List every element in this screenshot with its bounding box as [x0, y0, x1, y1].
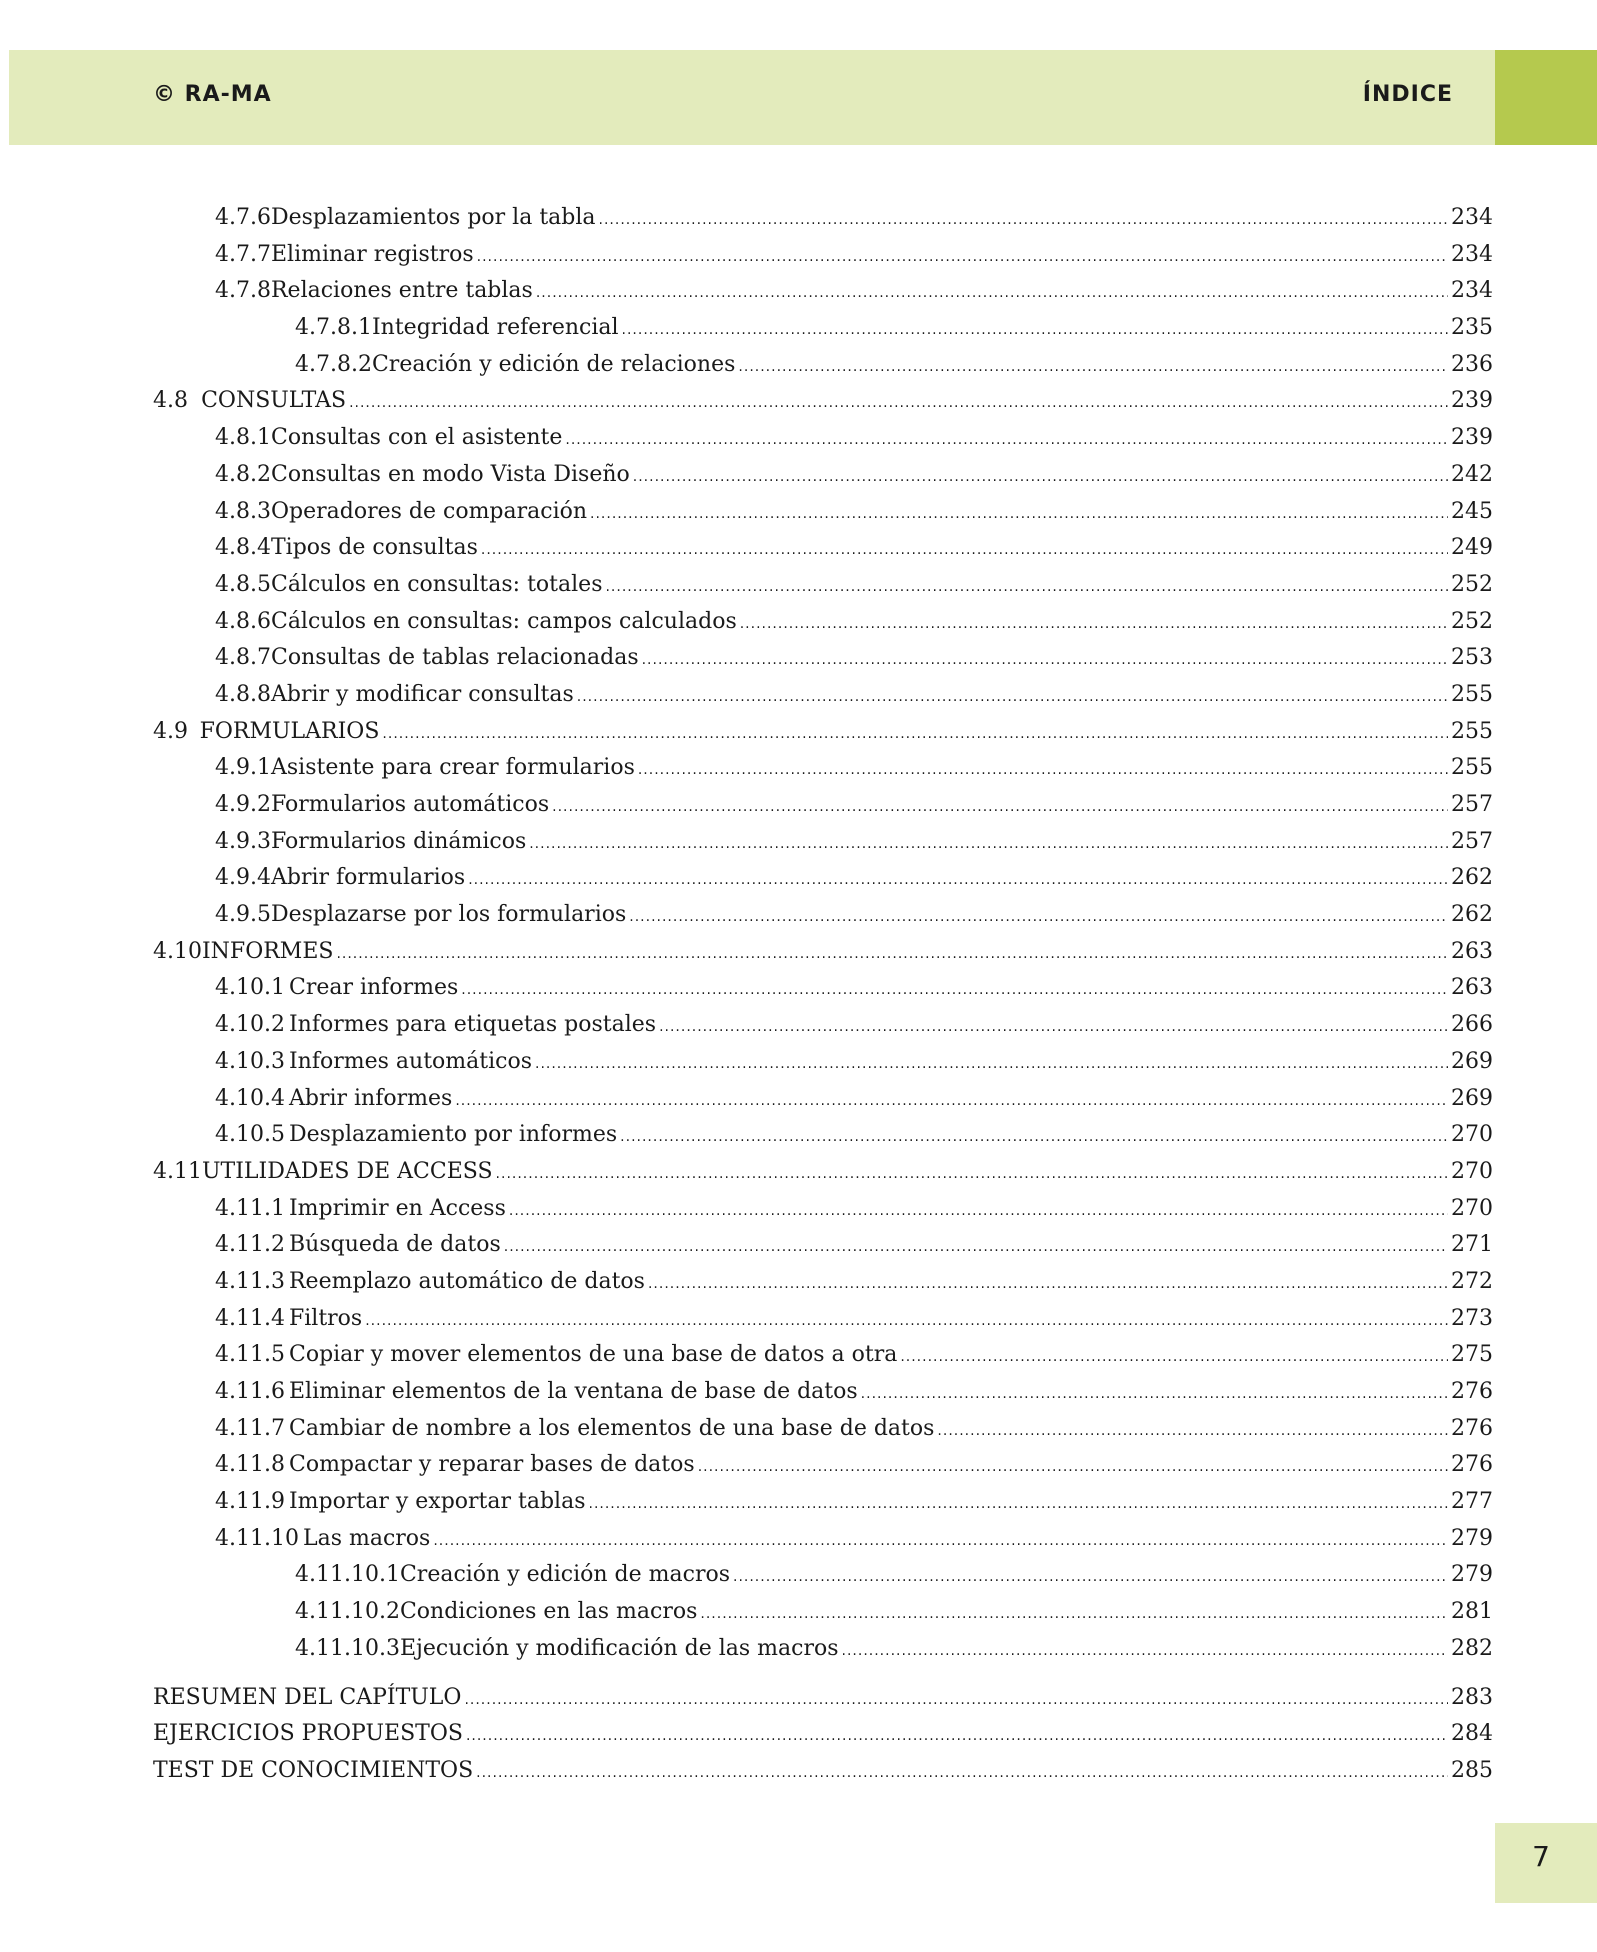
toc-entry-number: 4.8.3 [215, 498, 271, 524]
toc-entry [153, 1081, 1493, 1118]
dot-leader [496, 1156, 1448, 1193]
toc-entry-number: 4.10.5 [215, 1122, 285, 1148]
dot-leader [740, 606, 1448, 643]
toc-entry [153, 1044, 1493, 1081]
toc-entry-title: Consultas en modo Vista Diseño [270, 461, 630, 487]
toc-entry-page: 234 [1451, 278, 1493, 304]
page-number: 7 [1532, 1840, 1550, 1873]
toc-entry-number: 4.7.6 [215, 205, 271, 230]
toc-entry-title: Imprimir en Access [288, 1195, 506, 1221]
header-accent-block [1495, 50, 1597, 145]
toc-entry-page: 270 [1451, 1158, 1493, 1184]
toc-entry-number: 4.10 [153, 938, 202, 964]
toc-entry-title: Creación y edición de macros [399, 1562, 730, 1588]
toc-entry-page: 257 [1451, 828, 1493, 854]
toc-entry-title: FORMULARIOS [199, 718, 380, 744]
toc-entry-page: 242 [1451, 461, 1493, 487]
toc-entry [153, 1753, 1493, 1790]
toc-entry-page: 262 [1451, 902, 1493, 928]
toc-entry-title: INFORMES [201, 938, 334, 964]
toc-entry-title: Cambiar de nombre a los elementos de una base de datos [288, 1415, 935, 1441]
toc-entry-page: 255 [1451, 718, 1493, 744]
toc-entry-title: Informes para etiquetas postales [288, 1012, 657, 1038]
toc-entry [153, 1631, 1493, 1668]
toc-entry-title: Formularios automáticos [270, 792, 550, 817]
toc-entry-title: Abrir informes [288, 1085, 453, 1111]
toc-entry-page: 266 [1451, 1012, 1493, 1038]
dot-leader [620, 1119, 1448, 1156]
dot-leader [466, 1718, 1448, 1755]
dot-leader [565, 422, 1448, 459]
dot-leader [700, 1596, 1448, 1633]
toc-entry [153, 1484, 1493, 1521]
toc-entry-number: 4.11.10.3 [295, 1635, 400, 1661]
toc-entry-page: 252 [1451, 608, 1493, 634]
toc-entry-number: 4.11 [153, 1158, 202, 1184]
dot-leader [468, 862, 1448, 899]
toc-entry-page: 277 [1451, 1489, 1493, 1515]
dot-leader [382, 716, 1448, 753]
toc-entry-number: 4.11.8 [215, 1452, 285, 1478]
toc-entry-page: 255 [1451, 755, 1493, 781]
toc-entry-page: 262 [1451, 865, 1493, 891]
dot-leader [629, 899, 1448, 936]
toc-entry-page: 276 [1451, 1415, 1493, 1441]
toc-entry-title: RESUMEN DEL CAPÍTULO [153, 1684, 462, 1710]
toc-entry-title: Ejecución y modificación de las macros [399, 1635, 839, 1661]
toc-entry-number: 4.10.4 [215, 1085, 285, 1111]
toc-entry [153, 1007, 1493, 1044]
toc-entry [153, 824, 1493, 861]
toc-entry [153, 897, 1493, 934]
dot-leader [535, 1046, 1448, 1083]
toc-entry-title: Integridad referencial [371, 315, 619, 341]
toc-entry-page: 276 [1451, 1379, 1493, 1404]
toc-entry-title: Reemplazo automático de datos [288, 1268, 645, 1294]
toc-entry [153, 1411, 1493, 1448]
toc-entry-title: Creación y edición de relaciones [371, 351, 736, 377]
toc-entry-title: Abrir formularios [270, 865, 466, 891]
toc-entry [153, 1227, 1493, 1264]
toc-entry-page: 275 [1451, 1342, 1493, 1368]
dot-leader [336, 936, 1448, 973]
toc-entry-page: 252 [1451, 571, 1493, 597]
toc-entry-page: 236 [1451, 351, 1493, 377]
toc-entry-title: Búsqueda de datos [288, 1232, 501, 1258]
toc-entry-number: 4.8.6 [215, 608, 271, 634]
toc-entry [153, 200, 1493, 237]
toc-entry [153, 1680, 1493, 1717]
toc-entry-page: 279 [1451, 1562, 1493, 1588]
toc-entry-number: 4.11.6 [215, 1379, 285, 1404]
dot-leader [589, 1486, 1449, 1523]
toc-entry [153, 1117, 1493, 1154]
toc-entry [153, 1337, 1493, 1374]
toc-entry-page: 257 [1451, 792, 1493, 817]
dot-leader [622, 312, 1448, 349]
toc-entry-page: 234 [1451, 241, 1493, 267]
toc-entry [153, 567, 1493, 604]
toc-entry [153, 1557, 1493, 1594]
toc-entry-page: 281 [1451, 1599, 1493, 1625]
toc-entry-number: 4.9 [153, 718, 188, 744]
toc-entry-page: 245 [1451, 498, 1493, 524]
toc-entry-number: 4.7.8.1 [295, 315, 372, 341]
dot-leader [738, 349, 1448, 386]
dot-leader [433, 1523, 1448, 1560]
dot-leader [552, 789, 1448, 826]
toc-entry-title: Crear informes [288, 975, 459, 1001]
toc-entry [153, 970, 1493, 1007]
toc-entry-number: 4.9.1 [215, 755, 271, 781]
dot-leader [477, 239, 1448, 276]
toc-entry-number: 4.11.2 [215, 1232, 285, 1258]
toc-entry [153, 1521, 1493, 1558]
toc-entry-title: TEST DE CONOCIMIENTOS [153, 1757, 474, 1783]
toc-entry-page: 234 [1451, 205, 1493, 230]
dot-leader [536, 275, 1448, 312]
toc-entry-page: 282 [1451, 1635, 1493, 1661]
toc-entry-number: 4.11.4 [215, 1305, 285, 1331]
dot-leader [509, 1193, 1448, 1230]
toc-entry [153, 1374, 1493, 1411]
toc-entry-title: Las macros [302, 1525, 431, 1551]
dot-leader [698, 1449, 1448, 1486]
toc-entry [153, 604, 1493, 641]
toc-entry-page: 272 [1451, 1268, 1493, 1294]
dot-leader [529, 826, 1448, 863]
toc-entry-page: 284 [1451, 1721, 1493, 1747]
section-title: ÍNDICE [1362, 82, 1453, 107]
toc-entry-number: 4.10.2 [215, 1012, 285, 1038]
toc-entry-title: UTILIDADES DE ACCESS [201, 1158, 493, 1184]
toc-entry-title: Consultas con el asistente [270, 425, 563, 451]
dot-leader [605, 569, 1448, 606]
toc-entry [153, 1301, 1493, 1338]
dot-leader [365, 1303, 1448, 1340]
dot-leader [476, 1755, 1448, 1792]
toc-entry-page: 249 [1451, 535, 1493, 561]
dot-leader [590, 496, 1448, 533]
dot-leader [349, 385, 1448, 422]
toc-entry-number: 4.8 [153, 388, 188, 414]
dot-leader [638, 752, 1448, 789]
toc-entry-title: Formularios dinámicos [270, 828, 527, 854]
toc-entry-page: 253 [1451, 645, 1493, 671]
toc-entry-number: 4.8.2 [215, 461, 271, 487]
toc-entry [153, 1154, 1493, 1191]
toc-entry-page: 239 [1451, 388, 1493, 414]
toc-entry [153, 420, 1493, 457]
toc-entry [153, 273, 1493, 310]
toc-entry [153, 787, 1493, 824]
dot-leader [733, 1559, 1448, 1596]
toc-entry-title: Compactar y reparar bases de datos [288, 1452, 695, 1478]
dot-leader [937, 1413, 1448, 1450]
toc-entry-page: 255 [1451, 681, 1493, 707]
toc-entry [153, 347, 1493, 384]
dot-leader [648, 1266, 1448, 1303]
toc-entry-title: Desplazarse por los formularios [270, 902, 627, 928]
toc-entry-page: 279 [1451, 1525, 1493, 1551]
toc-entry-page: 270 [1451, 1122, 1493, 1148]
toc-entry-number: 4.7.7 [215, 241, 271, 267]
toc-entry-number: 4.8.1 [215, 425, 271, 451]
toc-entry-page: 269 [1451, 1085, 1493, 1111]
toc-entry-page: 270 [1451, 1195, 1493, 1221]
toc-entry [153, 1264, 1493, 1301]
toc-entry-number: 4.10.3 [215, 1048, 285, 1074]
toc-entry [153, 934, 1493, 971]
dot-leader [659, 1009, 1448, 1046]
dot-leader [900, 1339, 1448, 1376]
toc-entry-title: Condiciones en las macros [399, 1599, 698, 1625]
toc-entry-number: 4.7.8 [215, 278, 271, 304]
toc-entry-page: 235 [1451, 315, 1493, 341]
toc-entry-number: 4.8.5 [215, 571, 271, 597]
toc-entry-title: Relaciones entre tablas [270, 278, 533, 304]
toc-entry-number: 4.11.5 [215, 1342, 285, 1368]
toc-entry [153, 677, 1493, 714]
toc-entry-number: 4.11.7 [215, 1415, 285, 1441]
toc-entry-title: Informes automáticos [288, 1048, 532, 1074]
toc-entry-title: Filtros [288, 1305, 363, 1331]
table-of-contents [153, 200, 1493, 1790]
toc-entry [153, 714, 1493, 751]
toc-entry [153, 640, 1493, 677]
toc-entry-title: Eliminar registros [270, 241, 474, 267]
toc-entry [153, 1716, 1493, 1753]
dot-leader [481, 532, 1448, 569]
dot-leader [504, 1229, 1448, 1266]
toc-entry [153, 1594, 1493, 1631]
toc-entry-number: 4.11.9 [215, 1489, 285, 1515]
toc-entry [153, 1191, 1493, 1228]
toc-entry-number: 4.8.7 [215, 645, 271, 671]
toc-entry-number: 4.7.8.2 [295, 351, 372, 377]
toc-entry [153, 310, 1493, 347]
toc-entry-number: 4.11.10 [215, 1525, 299, 1551]
toc-entry-number: 4.9.3 [215, 828, 271, 854]
toc-entry-number: 4.9.2 [215, 792, 271, 817]
toc-entry-page: 285 [1451, 1757, 1493, 1783]
toc-entry-title: Copiar y mover elementos de una base de datos a otra [288, 1342, 898, 1368]
toc-entry-title: Abrir y modificar consultas [270, 681, 574, 707]
toc-entry-page: 273 [1451, 1305, 1493, 1331]
toc-entry-number: 4.11.3 [215, 1268, 285, 1294]
dot-leader [599, 202, 1448, 239]
toc-entry [153, 750, 1493, 787]
toc-entry-title: Asistente para crear formularios [270, 755, 635, 781]
toc-entry-page: 271 [1451, 1232, 1493, 1258]
toc-entry-title: Tipos de consultas [270, 535, 478, 561]
toc-entry-page: 263 [1451, 938, 1493, 964]
toc-entry-page: 239 [1451, 425, 1493, 451]
toc-entry-number: 4.9.4 [215, 865, 271, 891]
toc-entry [153, 457, 1493, 494]
toc-entry [153, 383, 1493, 420]
toc-entry-number: 4.9.5 [215, 902, 271, 928]
toc-entry-number: 4.11.10.2 [295, 1599, 400, 1625]
toc-entry [153, 1447, 1493, 1484]
toc-entry-title: Consultas de tablas relacionadas [270, 645, 639, 671]
dot-leader [455, 1083, 1448, 1120]
toc-entry-title: Desplazamiento por informes [288, 1122, 618, 1148]
toc-entry-title: EJERCICIOS PROPUESTOS [153, 1721, 463, 1747]
toc-entry-number: 4.11.1 [215, 1195, 285, 1221]
toc-entry-title: Importar y exportar tablas [288, 1489, 586, 1515]
toc-entry-number: 4.11.10.1 [295, 1562, 400, 1588]
toc-entry-title: Eliminar elementos de la ventana de base de datos [288, 1379, 858, 1404]
dot-leader [464, 1682, 1448, 1719]
toc-entry-title: Cálculos en consultas: campos calculados [270, 608, 737, 634]
dot-leader [633, 459, 1448, 496]
dot-leader [461, 972, 1448, 1009]
toc-entry-page: 276 [1451, 1452, 1493, 1478]
dot-leader [861, 1376, 1448, 1413]
toc-entry-page: 283 [1451, 1684, 1493, 1710]
toc-entry-number: 4.8.8 [215, 681, 271, 707]
toc-entry [153, 494, 1493, 531]
toc-entry [153, 530, 1493, 567]
dot-leader [842, 1633, 1448, 1670]
dot-leader [577, 679, 1448, 716]
toc-entry-number: 4.10.1 [215, 975, 285, 1001]
toc-entry [153, 860, 1493, 897]
toc-entry [153, 237, 1493, 274]
toc-entry-number: 4.8.4 [215, 535, 271, 561]
toc-entry-title: CONSULTAS [201, 388, 347, 414]
toc-entry-page: 269 [1451, 1048, 1493, 1074]
publisher-label: © RA-MA [153, 82, 272, 107]
dot-leader [642, 642, 1448, 679]
toc-entry-title: Cálculos en consultas: totales [270, 571, 603, 597]
toc-entry-title: Desplazamientos por la tabla [270, 205, 596, 230]
toc-entry-title: Operadores de comparación [270, 498, 588, 524]
toc-entry-page: 263 [1451, 975, 1493, 1001]
